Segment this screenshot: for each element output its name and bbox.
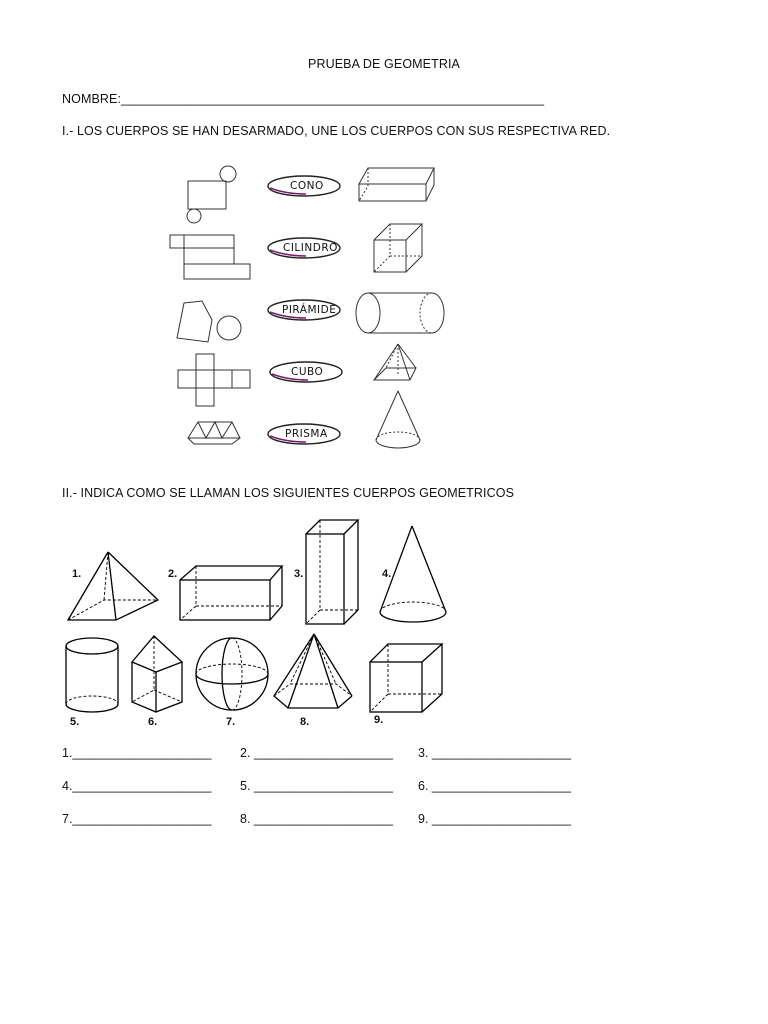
- answer-7[interactable]: 7.____________________: [62, 812, 212, 826]
- figure-1-number: 1.: [72, 568, 82, 580]
- figure-4-number: 4.: [382, 568, 392, 580]
- figure-8-number: 8.: [300, 716, 310, 728]
- figure-6-triangular-prism: [128, 632, 188, 716]
- figure-9-cube: [366, 640, 446, 716]
- cylinder-net-figure: [168, 232, 258, 284]
- figure-2-number: 2.: [168, 568, 178, 580]
- section-1-heading: I.- LOS CUERPOS SE HAN DESARMADO, UNE LOS CUERPOS CON SUS RESPECTIVA RED.: [62, 124, 611, 138]
- answer-1[interactable]: 1.____________________: [62, 746, 212, 760]
- figure-8-hexagonal-pyramid: [270, 630, 356, 714]
- cone-net-figure: [180, 164, 240, 228]
- cylinder-solid: [352, 290, 446, 336]
- answer-4[interactable]: 4.____________________: [62, 779, 212, 793]
- name-field[interactable]: NOMBRE:____________________________________________________________: [62, 92, 545, 106]
- figure-2-rectangular-prism: [176, 562, 286, 624]
- label-prisma[interactable]: PRISMA: [285, 428, 328, 440]
- rectangular-prism-solid: [356, 164, 438, 206]
- section-2-heading: II.- INDICA COMO SE LLAMAN LOS SIGUIENTES CUERPOS GEOMETRICOS: [62, 486, 515, 500]
- figure-5-number: 5.: [70, 716, 80, 728]
- figure-3-number: 3.: [294, 568, 304, 580]
- answer-3[interactable]: 3. ____________________: [418, 746, 571, 760]
- answer-2[interactable]: 2. ____________________: [240, 746, 393, 760]
- figure-6-number: 6.: [148, 716, 158, 728]
- figure-3-tall-prism: [302, 516, 362, 628]
- figure-1-pyramid: [64, 548, 162, 624]
- pyramid-net-figure: [172, 298, 248, 348]
- answer-6[interactable]: 6. ____________________: [418, 779, 571, 793]
- answer-5[interactable]: 5. ____________________: [240, 779, 393, 793]
- page-title: PRUEBA DE GEOMETRIA: [308, 57, 460, 71]
- cone-solid: [372, 388, 424, 454]
- answer-8[interactable]: 8. ____________________: [240, 812, 393, 826]
- cube-solid: [370, 220, 426, 276]
- cube-net-figure: [176, 352, 260, 408]
- label-cono[interactable]: CONO: [290, 180, 324, 192]
- figure-5-cylinder: [62, 634, 122, 716]
- prism-net-figure: [184, 416, 244, 446]
- figure-7-sphere: [192, 634, 272, 714]
- label-piramide[interactable]: PIRÁMIDE: [282, 304, 337, 316]
- label-cilindro[interactable]: CILINDRO: [283, 242, 338, 254]
- label-cubo[interactable]: CUBO: [291, 366, 324, 378]
- figure-9-number: 9.: [374, 714, 384, 726]
- pyramid-solid: [370, 340, 426, 386]
- figure-7-number: 7.: [226, 716, 236, 728]
- answer-9[interactable]: 9. ____________________: [418, 812, 571, 826]
